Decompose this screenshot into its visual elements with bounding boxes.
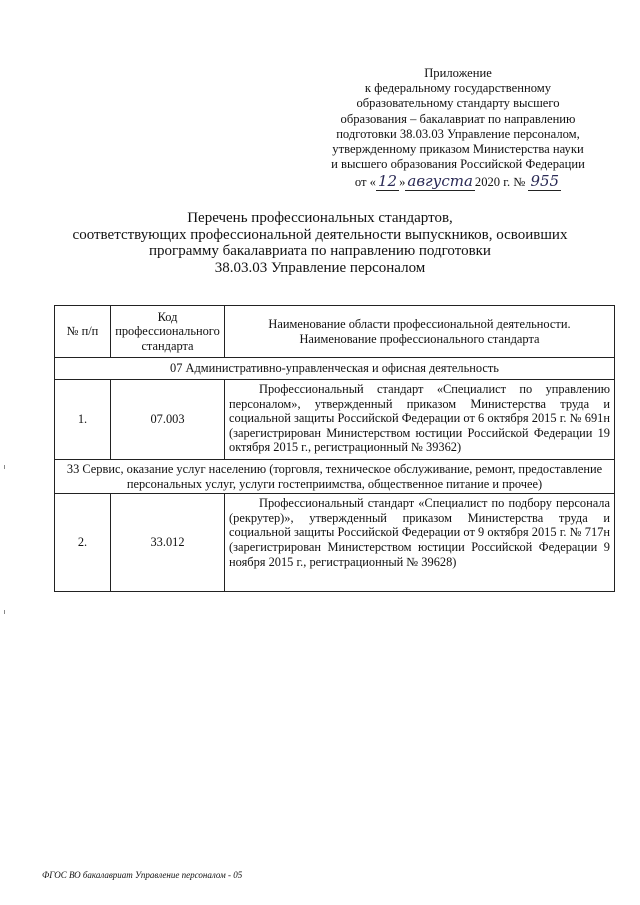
appendix-line: образовательному стандарту высшего xyxy=(356,96,560,111)
date-month: августа xyxy=(407,172,473,191)
appendix-line: образования – бакалавриат по направлению xyxy=(340,111,576,126)
header-name-line2: Наименование профессионального стандарта xyxy=(299,331,540,346)
row-text: Профессиональный стандарт «Специалист по подбору персонала (рекрутер)», утвержденный приказом Министерства труда и социальной защиты Российской Федерации от 9 октября 2015 г. № 717н (зарегистрирован Министерством юстиции Российской Федерации 9 ноября 2015 г., регистрационный № 39628) xyxy=(225,494,615,592)
row-text: Профессиональный стандарт «Специалист по управлению персоналом», утвержденный приказом Министерства труда и социальной защиты Российской Федерации от 6 октября 2015 г. № 691н (зарегистрирован Министерством юстиции Российской Федерации 19 октября 2015 г., регистрационный № 39362) xyxy=(225,380,615,460)
margin-mark xyxy=(4,465,5,469)
appendix-block xyxy=(300,66,616,191)
row-num: 1. xyxy=(55,380,111,460)
appendix-title: Приложение xyxy=(424,66,492,80)
appendix-line: утвержденному приказом Министерства науки xyxy=(332,142,584,157)
group-row xyxy=(55,460,615,494)
order-number: 955 xyxy=(530,172,560,191)
title-line: соответствующих профессиональной деятельности выпускников, освоивших xyxy=(72,226,568,243)
group-title: 07 Административно-управленческая и офисная деятельность xyxy=(55,358,615,380)
row-code: 07.003 xyxy=(111,380,225,460)
header-num: № п/п xyxy=(55,306,111,358)
header-name-line1: Наименование области профессиональной деятельности. xyxy=(268,316,571,331)
title-line: программу бакалавриата по направлению подготовки xyxy=(149,243,491,259)
header-code: Код профессионального стандарта xyxy=(111,306,225,358)
date-sep: » xyxy=(399,175,406,190)
date-year: 2020 г. № xyxy=(474,175,526,190)
title-line: Перечень профессиональных стандартов, xyxy=(187,210,453,226)
title-line: 38.03.03 Управление персоналом xyxy=(214,259,426,276)
page-footer: ФГОС ВО бакалавриат Управление персоналом - 05 xyxy=(42,870,243,880)
group-title: 33 Сервис, оказание услуг населению (торговля, техническое обслуживание, ремонт, предоставление персональных услуг, услуги гостеприимства, общественное питание и прочее) xyxy=(55,460,615,494)
appendix-line: подготовки 38.03.03 Управление персоналом, xyxy=(336,126,580,141)
table-header-row xyxy=(55,306,615,358)
appendix-line: и высшего образования Российской Федерации xyxy=(331,157,585,172)
table-row xyxy=(55,494,615,592)
table-row xyxy=(55,380,615,460)
document-title xyxy=(40,210,600,276)
date-prefix: от « xyxy=(354,175,376,190)
margin-mark xyxy=(4,610,5,614)
header-name xyxy=(225,306,615,358)
standards-table xyxy=(54,305,615,592)
appendix-line: к федеральному государственному xyxy=(364,81,552,96)
date-day: 12 xyxy=(377,172,398,191)
group-row xyxy=(55,358,615,380)
row-code: 33.012 xyxy=(111,494,225,592)
appendix-date-line xyxy=(300,174,616,190)
row-num: 2. xyxy=(55,494,111,592)
